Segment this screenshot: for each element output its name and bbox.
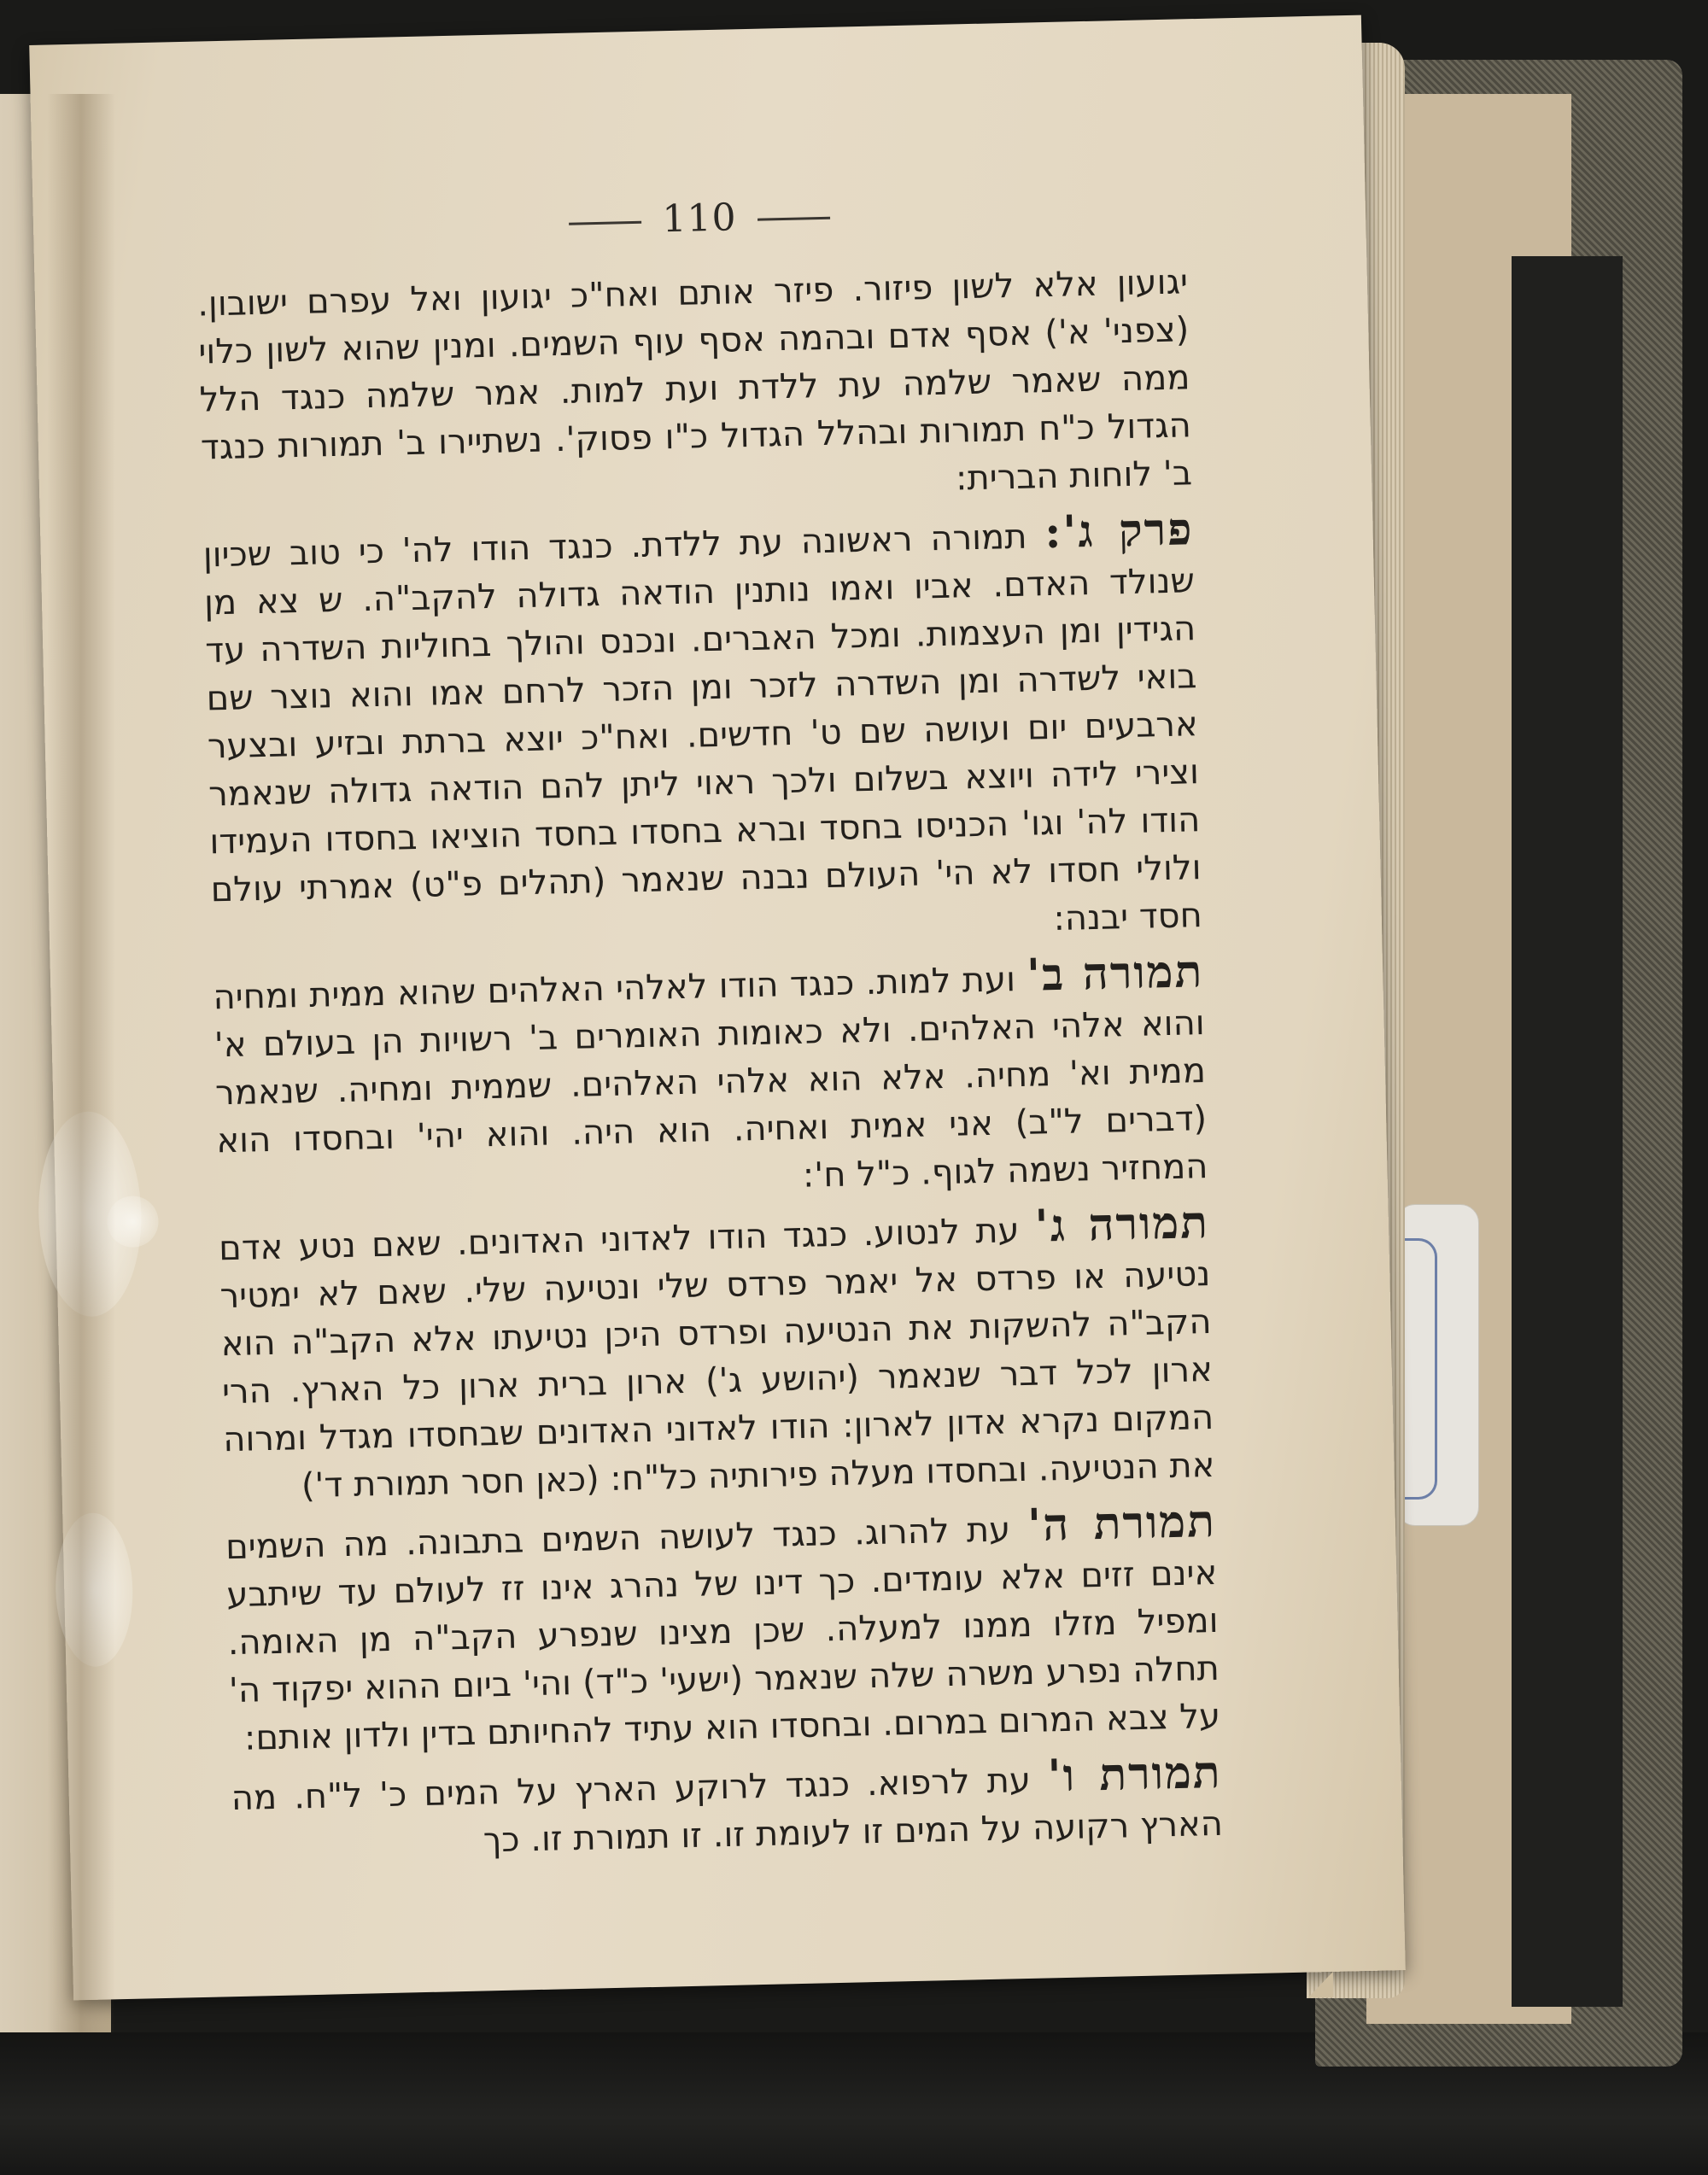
page-text <box>197 258 1224 1879</box>
paragraph-heading: תמורה ג' <box>1034 1196 1210 1253</box>
book-gutter <box>47 94 115 2032</box>
paragraph-heading: תמורת ה' <box>1027 1494 1217 1552</box>
header-dash-right <box>758 217 831 221</box>
paragraph <box>197 258 1193 519</box>
paragraph-heading: פרק ג': <box>1044 503 1195 559</box>
label-ring-icon <box>1401 1238 1437 1500</box>
paragraph-text: ועת למות. כנגד הודו לאלהי האלהים שהוא ממית ומחיה והוא אלהי האלהים. ולא כאומות האומרים ב' רשויות הן בעולם א' ממית וא' מחיה. אלא הוא אלהי האלהים. שממית ומחיה. שנאמר (דברים ל"ב) אני אמית ואחיה. הוא היה. והוא יהי' ובחסדו הוא המחזיר נשמה לגוף. כ"ל ח': <box>213 960 1208 1196</box>
paragraph-text: עת לנטוע. כנגד הודו לאדוני האדונים. שאם נטע אדם נטיעה או פרדס אל יאמר פרדס שלי ונטיעה שלי. שאם לא ימטיר הקב"ה להשקות את הנטיעה ופרדס היכן נטיעתו אלא הקב"ה הוא ארון לכל דבר שנאמר (יהושע ג') ארון ברית ארון כל הארץ. הרי המקום נקרא אדון לארון: הודו לאדוני האדונים שבחסדו מגדל ומרוה את הנטיעה. ובחסדו מעלה פירותיה כל"ח: (כאן חסר תמורת ד') <box>218 1211 1215 1506</box>
header-dash-left <box>569 221 641 225</box>
paragraph-heading: תמורה ב' <box>1026 945 1204 1002</box>
paragraph <box>218 1196 1215 1511</box>
paragraph-text: יגועון אלא לשון פיזור. פיזר אותם ואח"כ יגועון ואל עפרם ישובון. (צפני' א') אסף אדם ובהמה אסף עוף השמים. ומנין שהוא לשון כלוי ממה שאמר שלמה עת ללדת ועת למות. אמר שלמה כנגד הלל הגדול כ"ח תמורות ובהלל הגדול כ"ו פסוק'. נשתיירו ב' תמורות כנגד ב' לוחות הברית: <box>196 262 1193 499</box>
paragraph-heading: תמורת ו' <box>1047 1745 1223 1803</box>
paragraph <box>202 503 1203 962</box>
paragraph <box>225 1494 1221 1763</box>
paragraph <box>231 1745 1224 1870</box>
book-page <box>29 15 1406 2001</box>
page-corner <box>1307 1972 1334 1998</box>
cover-spine <box>1512 256 1623 2007</box>
paragraph <box>213 945 1208 1213</box>
paragraph-text: עת להרוג. כנגד לעושה השמים בתבונה. מה השמים אינם זזים אלא עומדים. כך דינו של נהרג אינו זז לעולם עד שיתבע ומפיל מזלו ממנו למעלה. שכן מצינו שנפרע הקב"ה מן האומה. תחלה נפרע משרה שלה שנאמר (ישעי' כ"ד) והי' ביום ההוא יפקוד ה' על צבא המרום במרום. ובחסדו הוא עתיד להחיותם בדין ולדון אותם: <box>225 1510 1221 1758</box>
page-number: 110 <box>661 196 738 242</box>
page-header <box>33 182 1366 255</box>
paragraph-text: תמורה ראשונה עת ללדת. כנגד הודו לה' כי טוב שכיון שנולד האדם. אביו ואמו נותנין הודאה גדולה להקב"ה. ש צא מן הגידין ומן העצמות. ומכל האברים. ונכנס והולך בחוליות השדרה עד בואי לשדרה ומן השדרה לזכר ומן הזכר לרחם אמו והוא נוצר שם ארבעים יום ועושה שם ט' חדשים. ואח"כ יוצא ברתת ובזיע ובצער וצירי לידה ויוצא בשלום ולכך ראוי ליתן להם הודאה גדולה שנאמר הודו לה' וגו' הכניסו בחסד וברא בחסדו בחסד הוציאו בחסדו העמידו ולולי חסדו לא הי' העולם נבנה שנאמר (תהלים פ"ט) אמרתי עולם חסד יבנה: <box>202 517 1203 939</box>
paragraph-text: עת לרפוא. כנגד לרוקע הארץ על המים כ' ל"ח. מה הארץ רקועה על המים זו לעומת זו. זו תמורת זו. כך <box>231 1760 1224 1861</box>
